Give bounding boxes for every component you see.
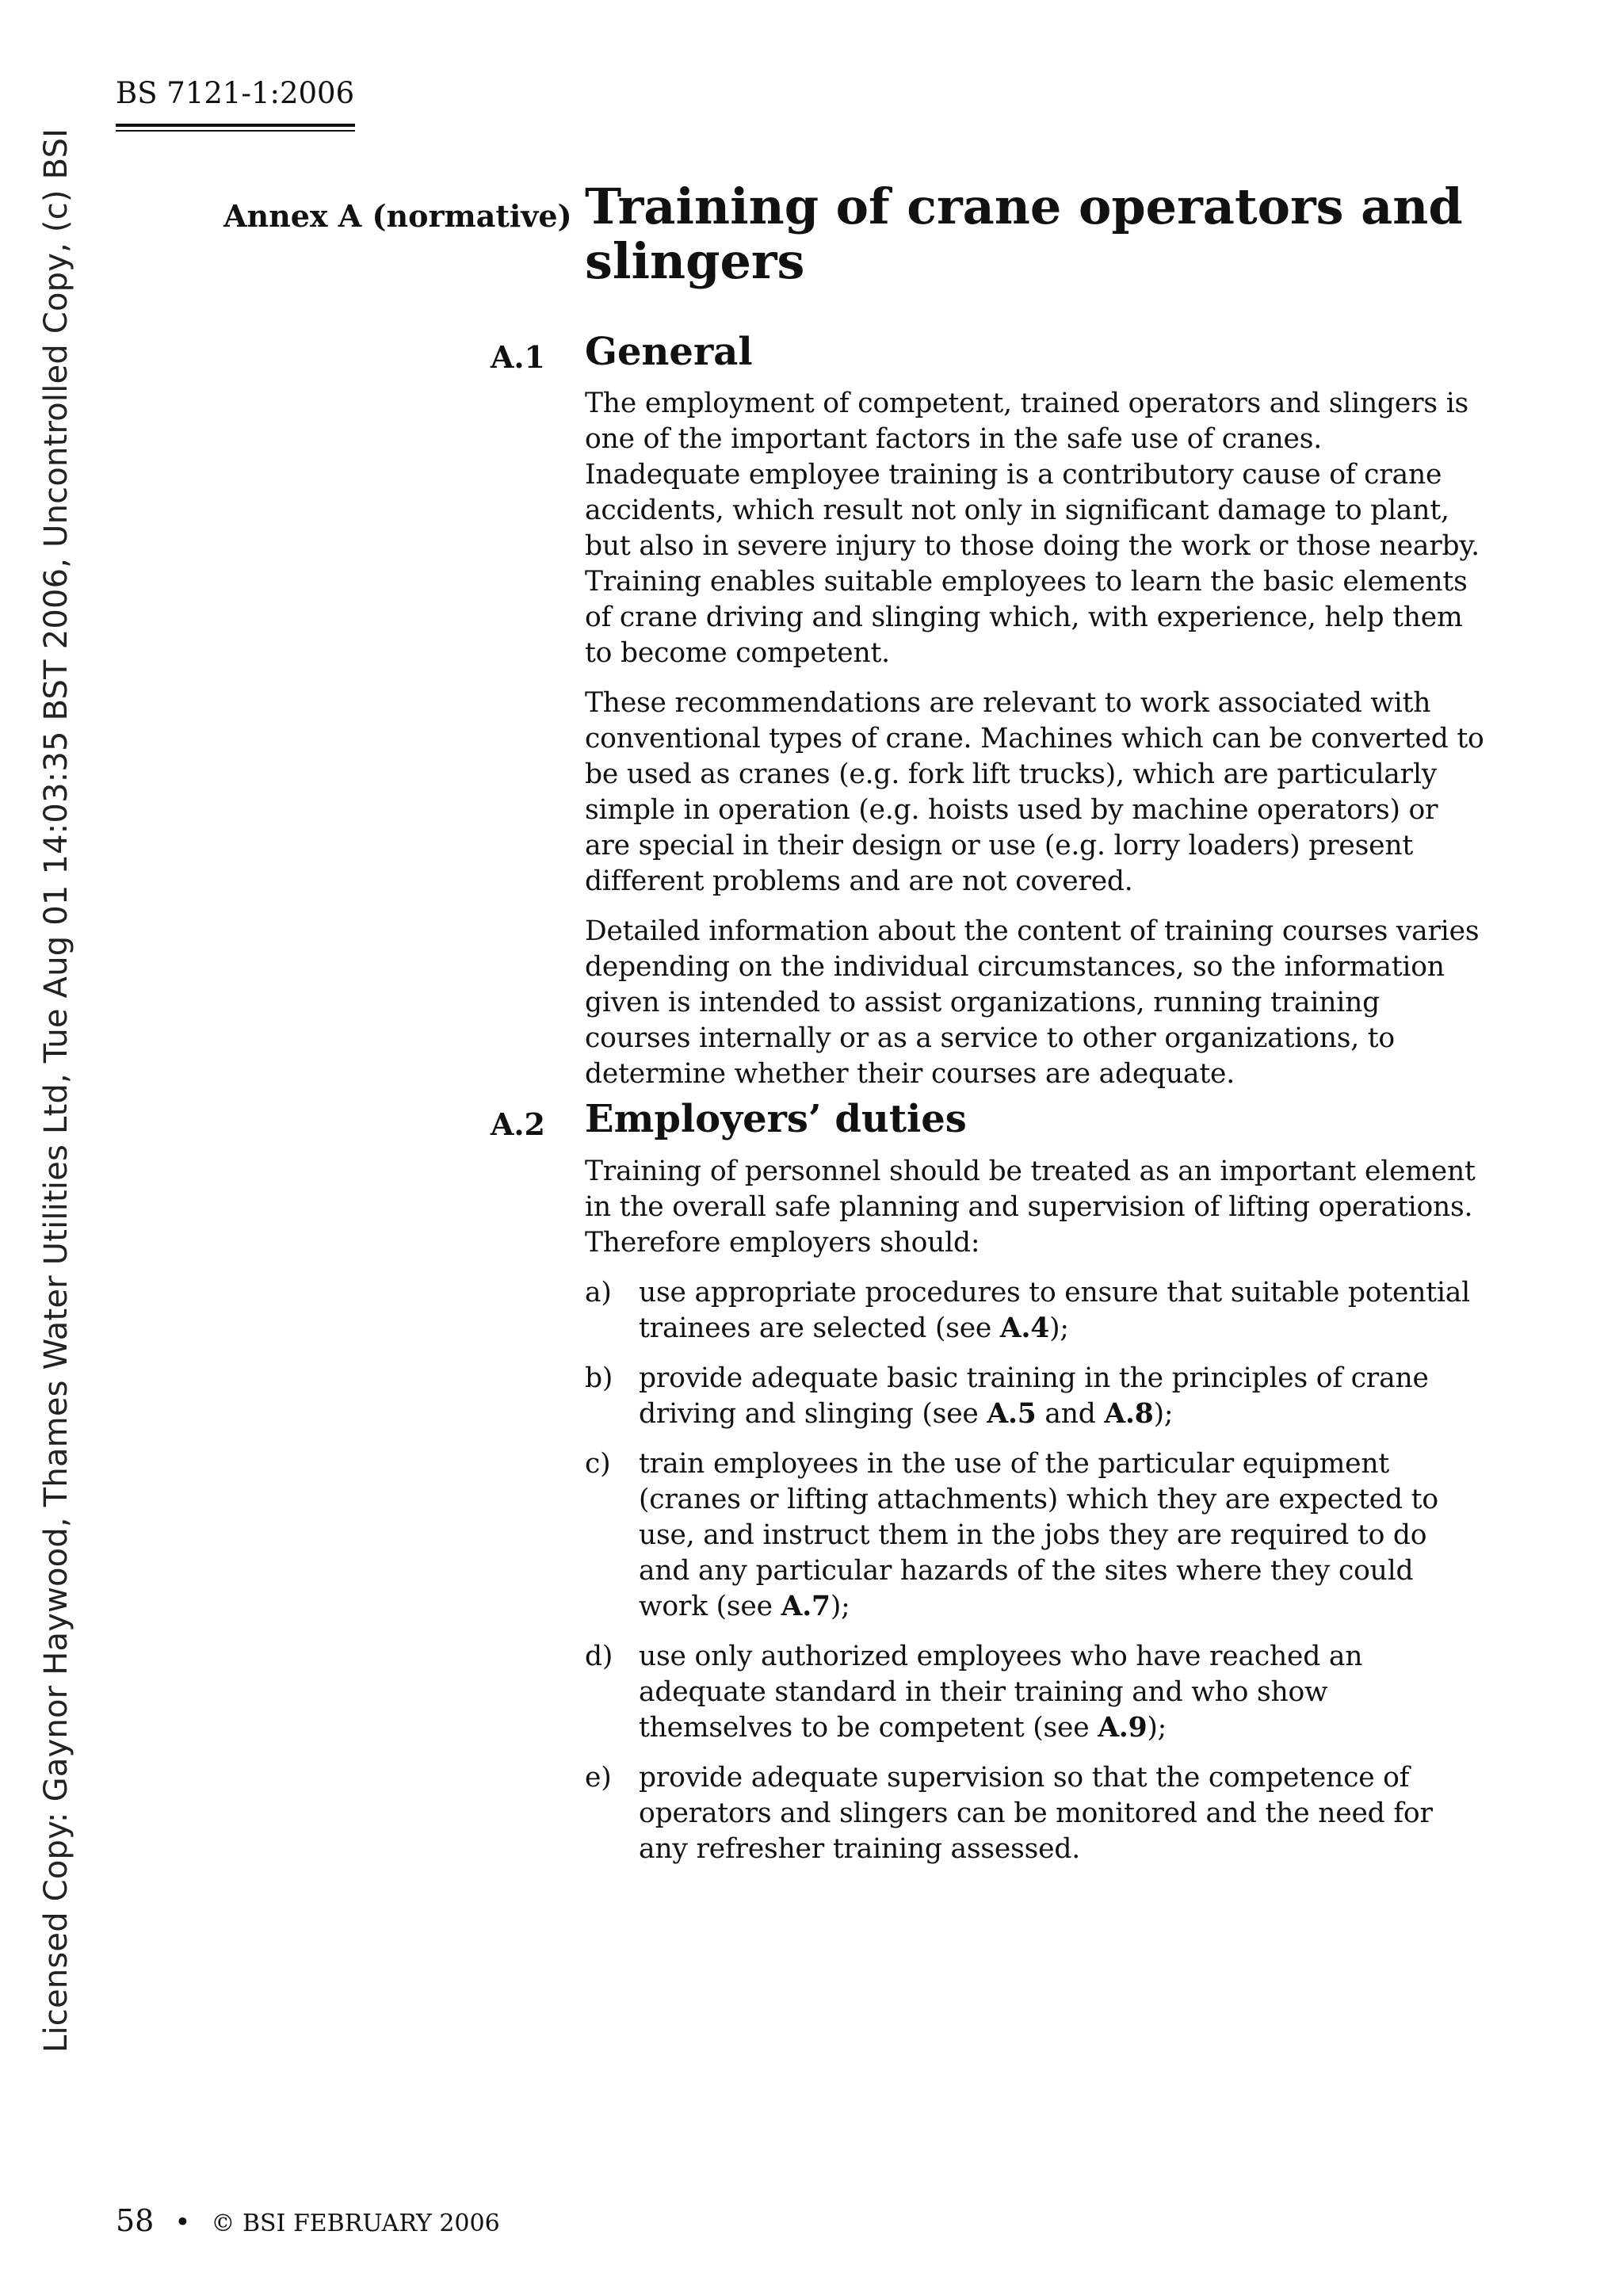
section-title-general: General bbox=[585, 330, 753, 374]
cross-reference: A.8 bbox=[1104, 1398, 1154, 1430]
duties-list bbox=[585, 1275, 1484, 1867]
paragraph: These recommendations are relevant to work associated with conventional types of crane. Machines which can be converted to be used as cranes (e.g. fork lift trucks), which are particularly simple in operation (e.g. hoists used by machine operators) or are special in their design or use (e.g. lorry loaders) present different problems and are not covered. bbox=[585, 687, 1484, 897]
list-item: a) use appropriate procedures to ensure that suitable potential trainees are selected (see A.4); bbox=[585, 1277, 1470, 1344]
cross-reference: A.9 bbox=[1098, 1712, 1148, 1744]
cross-reference: A.7 bbox=[781, 1591, 831, 1622]
paragraph: The employment of competent, trained operators and slingers is one of the important factors in the safe use of cranes. Inadequate employee training is a contributory cause of crane accidents, which result not only in significant damage to plant, but also in severe injury to those doing the work or those nearby. Training enables suitable employees to learn the basic elements of crane driving and slinging which, with experience, help them to become competent. bbox=[585, 388, 1480, 669]
list-marker: d) bbox=[585, 1641, 613, 1672]
licence-watermark: Licensed Copy: Gaynor Haywood, Thames Water Utilities Ltd, Tue Aug 01 14:03:35 BST 2006, Uncontrolled Copy, (c) BSI bbox=[38, 128, 74, 2053]
paragraph: Training of personnel should be treated as an important element in the overall safe planning and supervision of lifting operations. Therefore employers should: bbox=[585, 1156, 1476, 1259]
list-item: d) use only authorized employees who have reached an adequate standard in their training and who show themselves to be competent (see A.9); bbox=[585, 1641, 1363, 1744]
header-rule-thick bbox=[116, 124, 355, 127]
section-number-a1: A.1 bbox=[490, 339, 545, 375]
document-number: BS 7121-1:2006 bbox=[116, 76, 355, 110]
list-item: c) train employees in the use of the particular equipment (cranes or lifting attachments) which they are expected to use, and instruct them in the jobs they are required to do and any particular hazards of the sites where they could work (see A.7); bbox=[585, 1448, 1438, 1622]
list-item: b) provide adequate basic training in the principles of crane driving and slinging (see A.5 and A.8); bbox=[585, 1362, 1429, 1430]
section-number-a2: A.2 bbox=[490, 1106, 545, 1142]
footer-separator: • bbox=[174, 2206, 191, 2238]
page-footer bbox=[116, 2203, 500, 2238]
paragraph: Detailed information about the content of training courses varies depending on the individual circumstances, so the information given is intended to assist organizations, running training courses internally or as a service to other organizations, to determine whether their courses are adequate. bbox=[585, 915, 1480, 1090]
section-body-employers-duties bbox=[585, 1154, 1484, 1881]
cross-reference: A.5 bbox=[987, 1398, 1037, 1430]
cross-reference: A.4 bbox=[999, 1312, 1050, 1344]
list-marker: e) bbox=[585, 1762, 612, 1794]
list-item: e) provide adequate supervision so that the competence of operators and slingers can be monitored and the need for any refresher training assessed. bbox=[585, 1762, 1433, 1865]
list-marker: a) bbox=[585, 1277, 612, 1308]
annex-label: Annex A (normative) bbox=[223, 198, 572, 234]
header-rule-thin bbox=[116, 130, 355, 132]
section-title-employers-duties: Employers’ duties bbox=[585, 1097, 967, 1141]
annex-title: Training of crane operators and slingers bbox=[585, 178, 1463, 291]
section-body-general bbox=[585, 386, 1484, 1106]
page-number: 58 bbox=[116, 2203, 155, 2238]
copyright-notice: © BSI FEBRUARY 2006 bbox=[211, 2210, 500, 2237]
list-marker: b) bbox=[585, 1362, 613, 1394]
list-marker: c) bbox=[585, 1448, 611, 1480]
